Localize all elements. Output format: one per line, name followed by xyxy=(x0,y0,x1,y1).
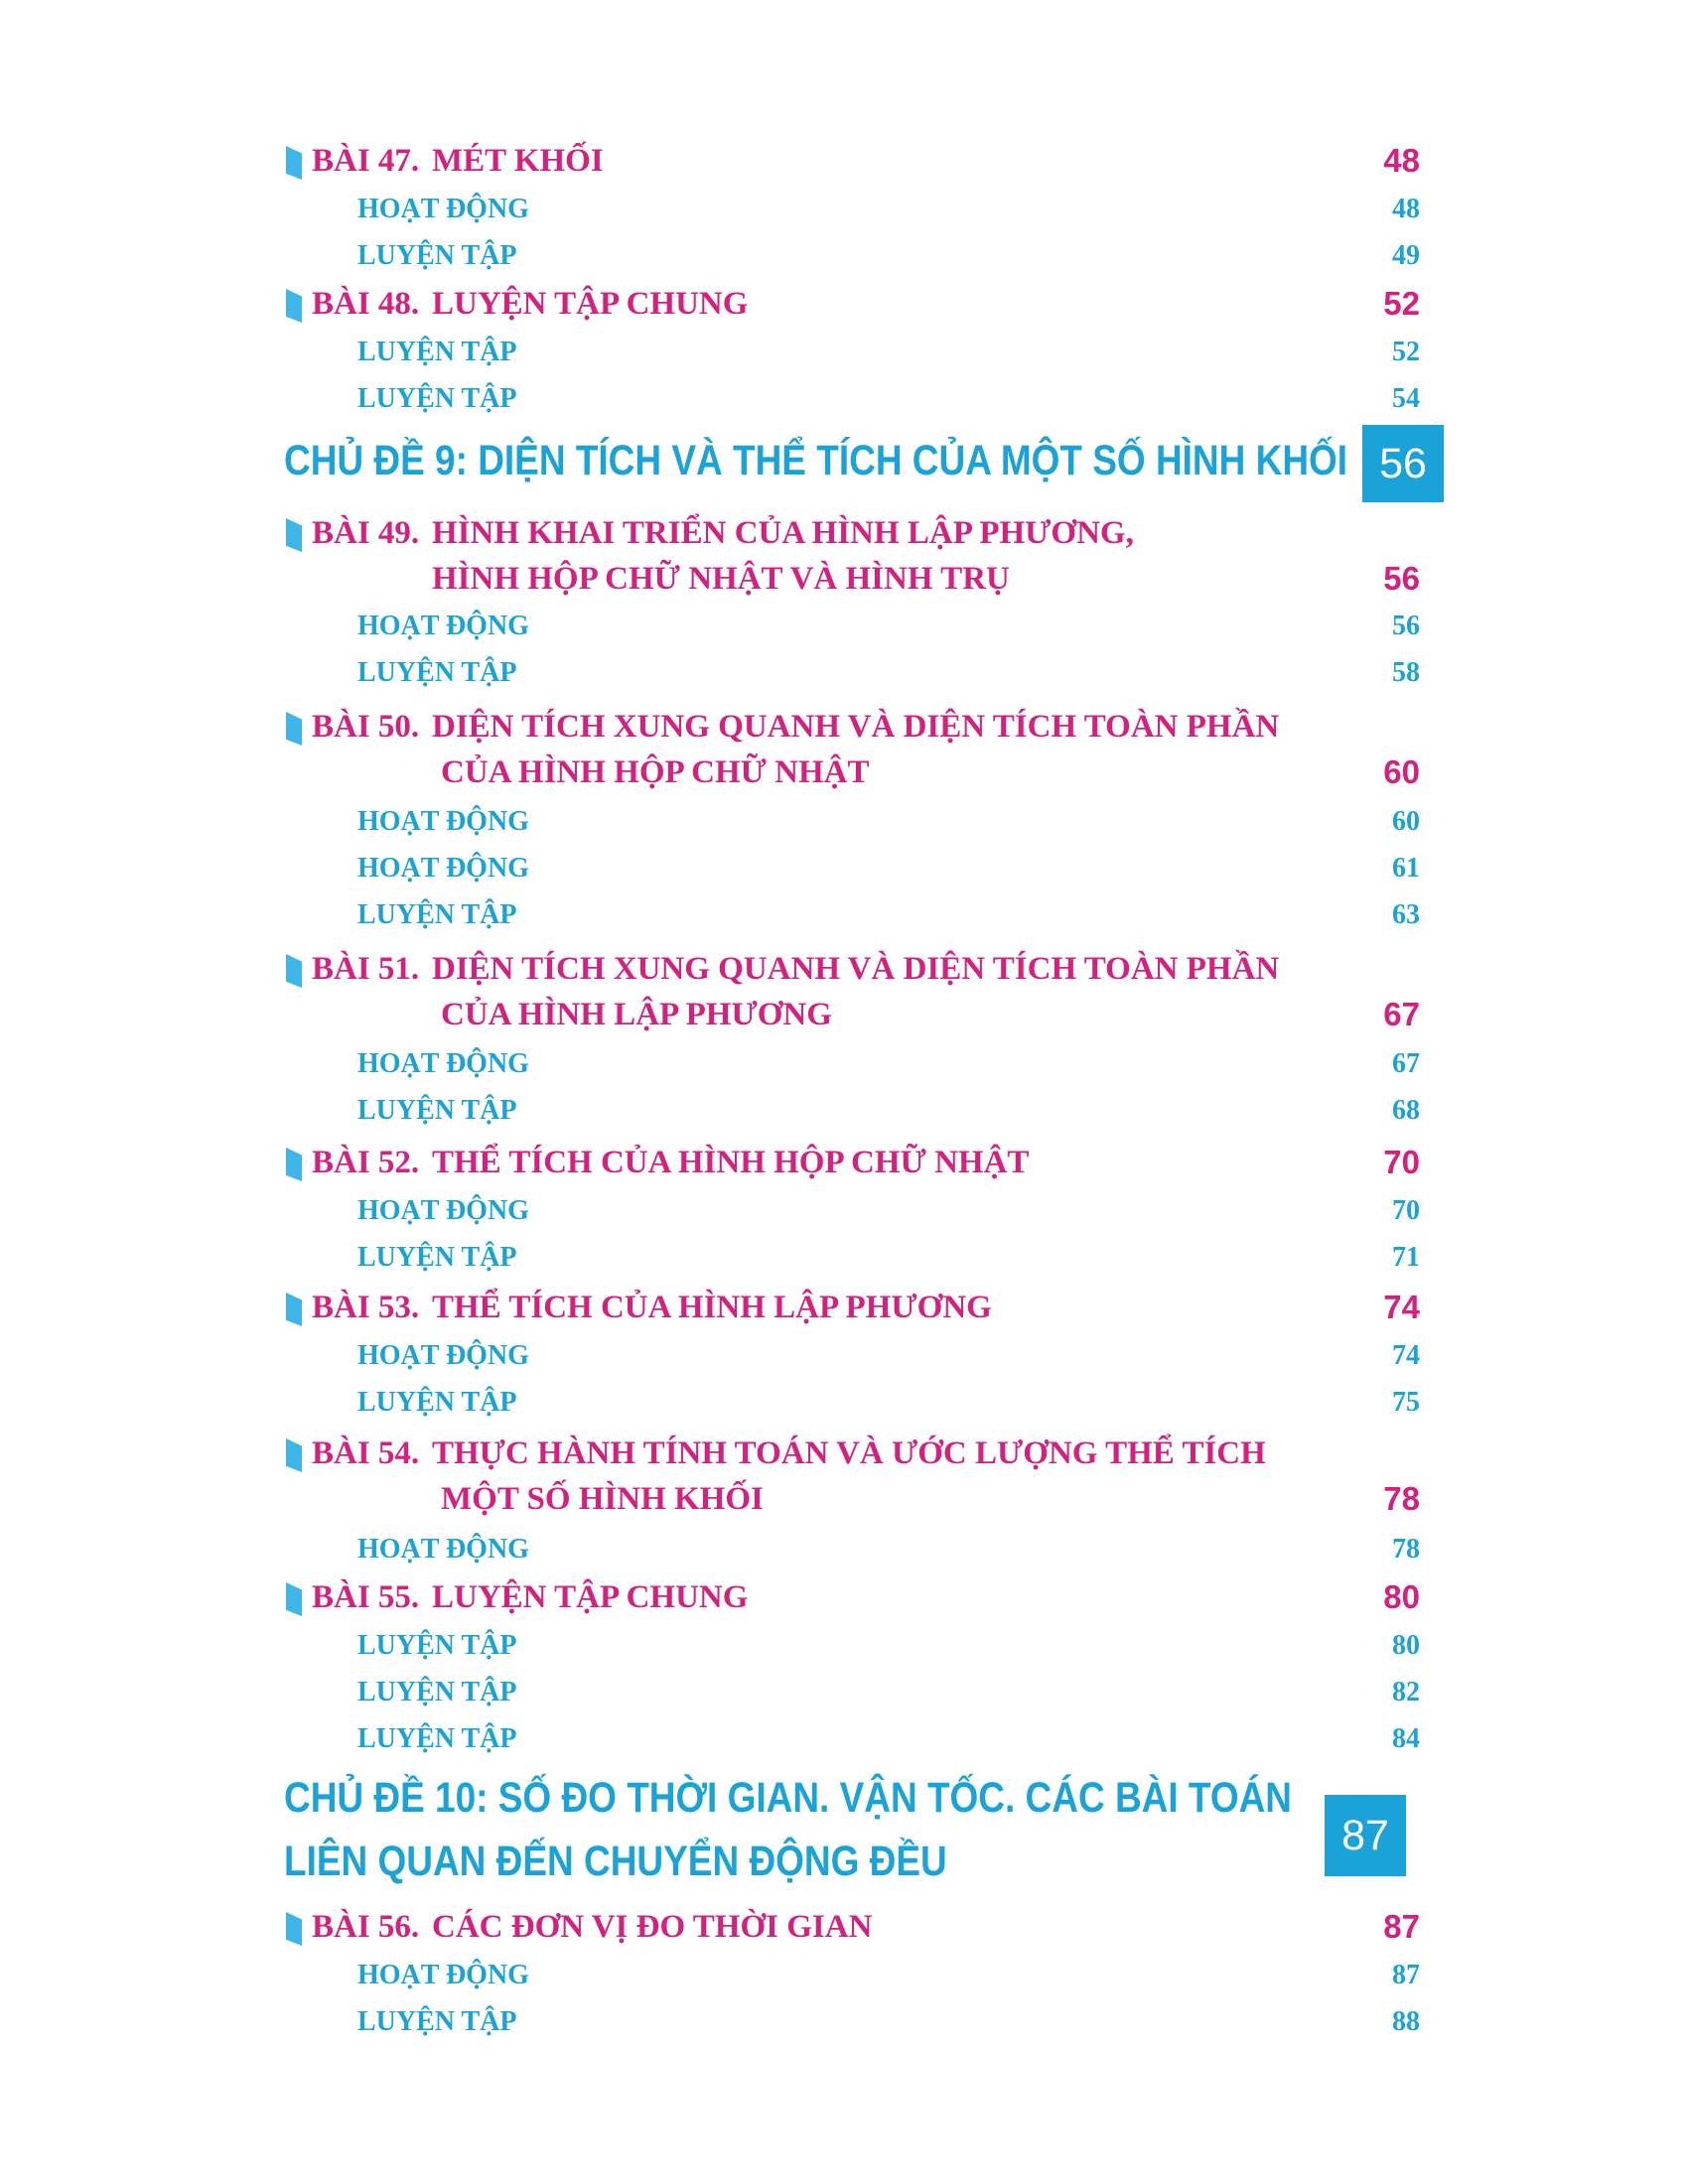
topic-heading[interactable] xyxy=(284,429,1520,492)
lesson-title-line2: CỦA HÌNH HỘP CHỮ NHẬT xyxy=(441,754,870,790)
sub-entry-page-number: 74 xyxy=(1392,1340,1420,1371)
sub-entry[interactable] xyxy=(357,1044,1420,1084)
sub-entry-label: LUYỆN TẬP xyxy=(357,1677,517,1707)
topic-page-badge: 56 xyxy=(1362,425,1444,502)
lesson-entry[interactable] xyxy=(278,704,1420,795)
sub-entry[interactable] xyxy=(357,379,1420,419)
lesson-page-number: 70 xyxy=(1383,1144,1420,1180)
sub-entry-page-number: 84 xyxy=(1392,1723,1420,1754)
sub-entry[interactable] xyxy=(357,1956,1420,1995)
lesson-page-number: 80 xyxy=(1383,1578,1420,1615)
sub-entry-page-number: 58 xyxy=(1392,657,1420,688)
lesson-number: BÀI 47. xyxy=(312,143,420,179)
topic-heading[interactable] xyxy=(284,1766,1456,1893)
sub-entry-label: LUYỆN TẬP xyxy=(357,1242,517,1273)
sub-entry-label: HOẠT ĐỘNG xyxy=(357,611,529,641)
sub-entry-page-number: 82 xyxy=(1392,1677,1420,1707)
lesson-page-number: 52 xyxy=(1383,285,1420,322)
lesson-page-number: 60 xyxy=(1383,753,1420,790)
lesson-tab-icon xyxy=(286,1912,302,1946)
lesson-entry[interactable] xyxy=(278,1140,1420,1185)
sub-entry-label: HOẠT ĐỘNG xyxy=(357,194,529,224)
lesson-entry[interactable] xyxy=(278,946,1420,1037)
sub-entry[interactable] xyxy=(357,1383,1420,1423)
sub-entry[interactable] xyxy=(357,190,1420,229)
sub-entry-page-number: 87 xyxy=(1392,1960,1420,1990)
sub-entry-label: HOẠT ĐỘNG xyxy=(357,1340,529,1371)
sub-entry-page-number: 54 xyxy=(1392,383,1420,414)
sub-entry[interactable] xyxy=(357,236,1420,276)
lesson-title-line2: MỘT SỐ HÌNH KHỐI xyxy=(441,1481,764,1517)
sub-entry-label: LUYỆN TẬP xyxy=(357,1630,517,1661)
lesson-number: BÀI 55. xyxy=(312,1579,420,1615)
lesson-title: DIỆN TÍCH XUNG QUANH VÀ DIỆN TÍCH TOÀN PHẦN xyxy=(432,951,1280,987)
sub-entry[interactable] xyxy=(357,1719,1420,1759)
sub-entry-label: LUYỆN TẬP xyxy=(357,383,517,414)
sub-entry-page-number: 56 xyxy=(1392,611,1420,641)
lesson-number: BÀI 56. xyxy=(312,1909,420,1945)
lesson-tab-icon xyxy=(286,146,302,180)
sub-entry-label: LUYỆN TẬP xyxy=(357,899,517,930)
lesson-title: THỂ TÍCH CỦA HÌNH HỘP CHỮ NHẬT xyxy=(432,1145,1030,1180)
topic-page-badge: 87 xyxy=(1325,1795,1406,1876)
sub-entry[interactable] xyxy=(357,2002,1420,2042)
sub-entry-label: HOẠT ĐỘNG xyxy=(357,1960,529,1990)
sub-entry-page-number: 88 xyxy=(1392,2006,1420,2037)
sub-entry-label: HOẠT ĐỘNG xyxy=(357,1534,529,1565)
sub-entry[interactable] xyxy=(357,895,1420,935)
lesson-tab-icon xyxy=(286,289,302,323)
lesson-title: THỂ TÍCH CỦA HÌNH LẬP PHƯƠNG xyxy=(432,1290,992,1325)
lesson-page-number: 48 xyxy=(1383,142,1420,179)
sub-entry-label: LUYỆN TẬP xyxy=(357,240,517,271)
sub-entry-page-number: 48 xyxy=(1392,194,1420,224)
sub-entry[interactable] xyxy=(357,1336,1420,1376)
topic-heading-line: CHỦ ĐỀ 10: SỐ ĐO THỜI GIAN. VẬN TỐC. CÁC BÀI TOÁN xyxy=(284,1774,1293,1822)
sub-entry-page-number: 49 xyxy=(1392,240,1420,271)
lesson-title: THỰC HÀNH TÍNH TOÁN VÀ ƯỚC LƯỢNG THỂ TÍCH xyxy=(432,1435,1266,1471)
lesson-title: CÁC ĐƠN VỊ ĐO THỜI GIAN xyxy=(432,1909,873,1945)
sub-entry[interactable] xyxy=(357,607,1420,646)
sub-entry-label: HOẠT ĐỘNG xyxy=(357,853,529,884)
sub-entry-page-number: 67 xyxy=(1392,1048,1420,1079)
lesson-tab-icon xyxy=(286,1438,302,1472)
lesson-entry[interactable] xyxy=(278,1574,1420,1620)
lesson-page-number: 87 xyxy=(1383,1908,1420,1945)
sub-entry-label: HOẠT ĐỘNG xyxy=(357,1195,529,1226)
sub-entry-page-number: 61 xyxy=(1392,853,1420,884)
sub-entry-page-number: 68 xyxy=(1392,1095,1420,1126)
sub-entry-page-number: 70 xyxy=(1392,1195,1420,1226)
lesson-page-number: 56 xyxy=(1383,560,1420,597)
sub-entry[interactable] xyxy=(357,1238,1420,1278)
sub-entry[interactable] xyxy=(357,1530,1420,1570)
lesson-title-line2: CỦA HÌNH LẬP PHƯƠNG xyxy=(441,997,832,1032)
sub-entry-page-number: 63 xyxy=(1392,899,1420,930)
sub-entry[interactable] xyxy=(357,1191,1420,1231)
lesson-tab-icon xyxy=(286,518,302,552)
lesson-entry[interactable] xyxy=(278,138,1420,184)
sub-entry-page-number: 78 xyxy=(1392,1534,1420,1565)
lesson-entry[interactable] xyxy=(278,1904,1420,1950)
sub-entry-page-number: 80 xyxy=(1392,1630,1420,1661)
lesson-title: LUYỆN TẬP CHUNG xyxy=(432,1579,749,1615)
sub-entry-label: LUYỆN TẬP xyxy=(357,1095,517,1126)
lesson-number: BÀI 48. xyxy=(312,286,420,322)
lesson-number: BÀI 52. xyxy=(312,1145,420,1180)
lesson-title: HÌNH KHAI TRIỂN CỦA HÌNH LẬP PHƯƠNG, xyxy=(432,515,1134,551)
sub-entry-label: HOẠT ĐỘNG xyxy=(357,1048,529,1079)
sub-entry-page-number: 71 xyxy=(1392,1242,1420,1273)
lesson-number: BÀI 54. xyxy=(312,1435,420,1471)
sub-entry-label: LUYỆN TẬP xyxy=(357,2006,517,2037)
sub-entry-page-number: 75 xyxy=(1392,1387,1420,1418)
lesson-tab-icon xyxy=(286,1148,302,1181)
sub-entry[interactable] xyxy=(357,802,1420,842)
sub-entry[interactable] xyxy=(357,1673,1420,1712)
lesson-page-number: 78 xyxy=(1383,1480,1420,1517)
sub-entry-page-number: 60 xyxy=(1392,806,1420,837)
sub-entry[interactable] xyxy=(357,653,1420,693)
lesson-entry[interactable] xyxy=(278,510,1420,602)
lesson-tab-icon xyxy=(286,1293,302,1326)
sub-entry-label: LUYỆN TẬP xyxy=(357,657,517,688)
sub-entry-label: LUYỆN TẬP xyxy=(357,337,517,367)
lesson-title: LUYỆN TẬP CHUNG xyxy=(432,286,749,322)
sub-entry-label: LUYỆN TẬP xyxy=(357,1723,517,1754)
lesson-entry[interactable] xyxy=(278,281,1420,327)
lesson-number: BÀI 50. xyxy=(312,709,420,745)
lesson-page-number: 74 xyxy=(1383,1289,1420,1325)
lesson-number: BÀI 53. xyxy=(312,1290,420,1325)
lesson-page-number: 67 xyxy=(1383,996,1420,1032)
lesson-entry[interactable] xyxy=(278,1431,1420,1522)
lesson-entry[interactable] xyxy=(278,1285,1420,1330)
lesson-number: BÀI 51. xyxy=(312,951,420,987)
sub-entry[interactable] xyxy=(357,1091,1420,1131)
sub-entry-label: LUYỆN TẬP xyxy=(357,1387,517,1418)
topic-heading-line: LIÊN QUAN ĐẾN CHUYỂN ĐỘNG ĐỀU xyxy=(284,1838,947,1885)
sub-entry-label: HOẠT ĐỘNG xyxy=(357,806,529,837)
sub-entry[interactable] xyxy=(357,1626,1420,1666)
lesson-number: BÀI 49. xyxy=(312,515,420,551)
lesson-tab-icon xyxy=(286,954,302,988)
lesson-title-line2: HÌNH HỘP CHỮ NHẬT VÀ HÌNH TRỤ xyxy=(432,561,1010,597)
sub-entry[interactable] xyxy=(357,333,1420,372)
lesson-title: MÉT KHỐI xyxy=(432,143,604,179)
sub-entry[interactable] xyxy=(357,849,1420,888)
lesson-title: DIỆN TÍCH XUNG QUANH VÀ DIỆN TÍCH TOÀN PHẦN xyxy=(432,709,1280,745)
topic-heading-line: CHỦ ĐỀ 9: DIỆN TÍCH VÀ THỂ TÍCH CỦA MỘT SỐ HÌNH KHỐI xyxy=(284,437,1348,484)
lesson-tab-icon xyxy=(286,712,302,746)
lesson-tab-icon xyxy=(286,1582,302,1616)
sub-entry-page-number: 52 xyxy=(1392,337,1420,367)
